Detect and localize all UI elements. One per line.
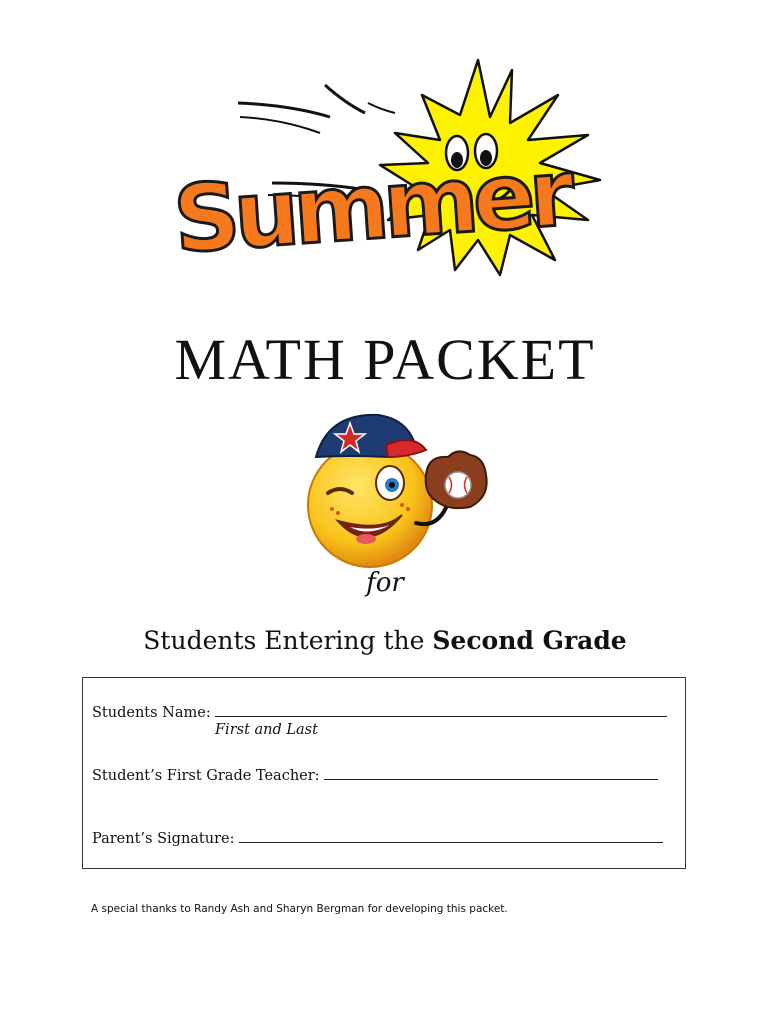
signature-row (92, 828, 663, 847)
summer-logo (160, 55, 630, 325)
signature-field[interactable] (239, 828, 663, 843)
subtitle (0, 624, 770, 658)
acknowledgement-note: A special thanks to Randy Ash and Sharyn Bergman for developing this packet. (91, 903, 508, 915)
signature-label: Parent’s Signature: (92, 831, 235, 847)
for-label: for (366, 568, 404, 598)
student-name-field[interactable] (215, 702, 667, 717)
smiley-baseball-icon (298, 405, 498, 575)
subtitle-prefix: Students Entering the (143, 626, 433, 655)
student-name-row (92, 702, 667, 721)
student-info-form (82, 677, 686, 869)
summer-wordmark: Summer (170, 139, 572, 274)
teacher-field[interactable] (324, 765, 658, 780)
baseball-glove-icon (426, 451, 487, 508)
subtitle-grade: Second Grade (432, 626, 627, 655)
student-name-label: Students Name: (92, 705, 211, 721)
teacher-row (92, 765, 658, 784)
teacher-label: Student’s First Grade Teacher: (92, 768, 320, 784)
page-title: MATH PACKET (174, 327, 596, 392)
student-name-hint: First and Last (215, 722, 318, 738)
